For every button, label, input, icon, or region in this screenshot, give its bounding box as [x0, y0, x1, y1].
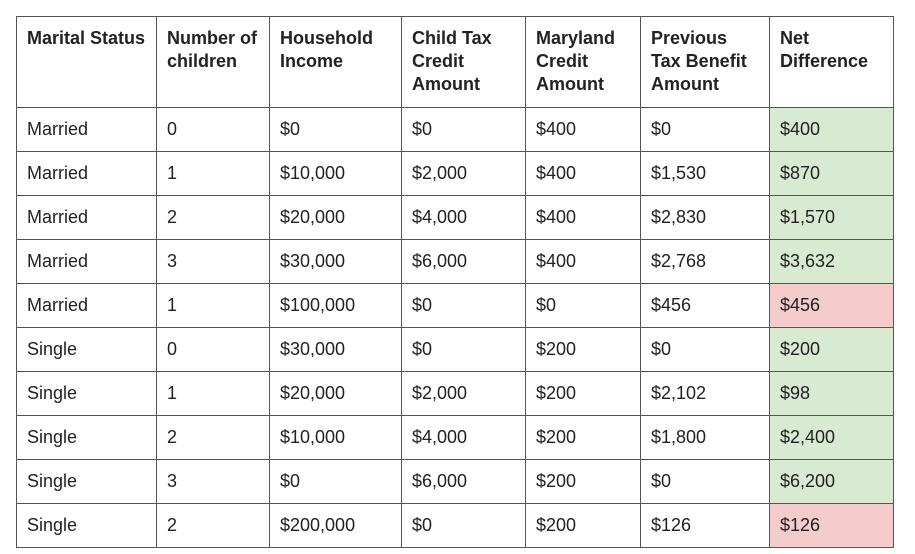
header-net-difference: Net Difference: [770, 17, 894, 108]
cell-net-difference: $870: [770, 152, 894, 196]
cell-number-of-children: 3: [157, 240, 270, 284]
cell-net-difference: $126: [770, 504, 894, 548]
cell-child-tax-credit-amount: $0: [402, 284, 526, 328]
table-row: [17, 372, 894, 416]
cell-child-tax-credit-amount: $4,000: [402, 196, 526, 240]
header-maryland-credit-amount: Maryland Credit Amount: [526, 17, 641, 108]
cell-previous-tax-benefit-amount: $1,530: [641, 152, 770, 196]
cell-number-of-children: 2: [157, 416, 270, 460]
cell-net-difference: $200: [770, 328, 894, 372]
table-row: [17, 328, 894, 372]
tax-comparison-table: [16, 16, 894, 548]
cell-child-tax-credit-amount: $6,000: [402, 240, 526, 284]
cell-previous-tax-benefit-amount: $0: [641, 328, 770, 372]
cell-household-income: $100,000: [270, 284, 402, 328]
cell-child-tax-credit-amount: $0: [402, 108, 526, 152]
cell-marital-status: Single: [17, 372, 157, 416]
cell-household-income: $0: [270, 460, 402, 504]
header-household-income: Household Income: [270, 17, 402, 108]
cell-marital-status: Married: [17, 284, 157, 328]
cell-previous-tax-benefit-amount: $456: [641, 284, 770, 328]
cell-child-tax-credit-amount: $2,000: [402, 372, 526, 416]
cell-marital-status: Single: [17, 328, 157, 372]
cell-child-tax-credit-amount: $2,000: [402, 152, 526, 196]
cell-maryland-credit-amount: $200: [526, 504, 641, 548]
cell-child-tax-credit-amount: $6,000: [402, 460, 526, 504]
cell-household-income: $10,000: [270, 152, 402, 196]
cell-marital-status: Single: [17, 460, 157, 504]
cell-marital-status: Single: [17, 504, 157, 548]
cell-marital-status: Married: [17, 240, 157, 284]
cell-household-income: $30,000: [270, 240, 402, 284]
cell-number-of-children: 1: [157, 152, 270, 196]
cell-number-of-children: 2: [157, 504, 270, 548]
cell-maryland-credit-amount: $0: [526, 284, 641, 328]
table-row: [17, 196, 894, 240]
cell-number-of-children: 3: [157, 460, 270, 504]
cell-marital-status: Married: [17, 196, 157, 240]
cell-previous-tax-benefit-amount: $2,830: [641, 196, 770, 240]
cell-maryland-credit-amount: $200: [526, 416, 641, 460]
cell-maryland-credit-amount: $200: [526, 460, 641, 504]
table-row: [17, 108, 894, 152]
cell-number-of-children: 1: [157, 284, 270, 328]
table-row: [17, 284, 894, 328]
cell-previous-tax-benefit-amount: $126: [641, 504, 770, 548]
cell-household-income: $10,000: [270, 416, 402, 460]
cell-maryland-credit-amount: $400: [526, 196, 641, 240]
cell-net-difference: $2,400: [770, 416, 894, 460]
cell-child-tax-credit-amount: $0: [402, 504, 526, 548]
cell-household-income: $0: [270, 108, 402, 152]
table-row: [17, 152, 894, 196]
cell-maryland-credit-amount: $200: [526, 372, 641, 416]
header-previous-tax-benefit-amount: Previous Tax Benefit Amount: [641, 17, 770, 108]
cell-household-income: $20,000: [270, 372, 402, 416]
cell-previous-tax-benefit-amount: $1,800: [641, 416, 770, 460]
cell-marital-status: Married: [17, 152, 157, 196]
header-row: [17, 17, 894, 108]
cell-child-tax-credit-amount: $0: [402, 328, 526, 372]
table-row: [17, 504, 894, 548]
cell-number-of-children: 0: [157, 108, 270, 152]
table-row: [17, 416, 894, 460]
cell-previous-tax-benefit-amount: $2,768: [641, 240, 770, 284]
cell-marital-status: Single: [17, 416, 157, 460]
cell-household-income: $30,000: [270, 328, 402, 372]
header-marital-status: Marital Status: [17, 17, 157, 108]
cell-net-difference: $400: [770, 108, 894, 152]
cell-number-of-children: 2: [157, 196, 270, 240]
table-row: [17, 460, 894, 504]
cell-previous-tax-benefit-amount: $2,102: [641, 372, 770, 416]
cell-net-difference: $6,200: [770, 460, 894, 504]
cell-household-income: $20,000: [270, 196, 402, 240]
header-child-tax-credit-amount: Child Tax Credit Amount: [402, 17, 526, 108]
table-row: [17, 240, 894, 284]
cell-maryland-credit-amount: $200: [526, 328, 641, 372]
cell-number-of-children: 1: [157, 372, 270, 416]
cell-maryland-credit-amount: $400: [526, 240, 641, 284]
cell-net-difference: $456: [770, 284, 894, 328]
cell-child-tax-credit-amount: $4,000: [402, 416, 526, 460]
cell-number-of-children: 0: [157, 328, 270, 372]
header-number-of-children: Number of children: [157, 17, 270, 108]
cell-net-difference: $1,570: [770, 196, 894, 240]
cell-maryland-credit-amount: $400: [526, 152, 641, 196]
table-body: [17, 108, 894, 548]
cell-net-difference: $3,632: [770, 240, 894, 284]
cell-household-income: $200,000: [270, 504, 402, 548]
cell-previous-tax-benefit-amount: $0: [641, 108, 770, 152]
cell-marital-status: Married: [17, 108, 157, 152]
cell-net-difference: $98: [770, 372, 894, 416]
cell-maryland-credit-amount: $400: [526, 108, 641, 152]
cell-previous-tax-benefit-amount: $0: [641, 460, 770, 504]
